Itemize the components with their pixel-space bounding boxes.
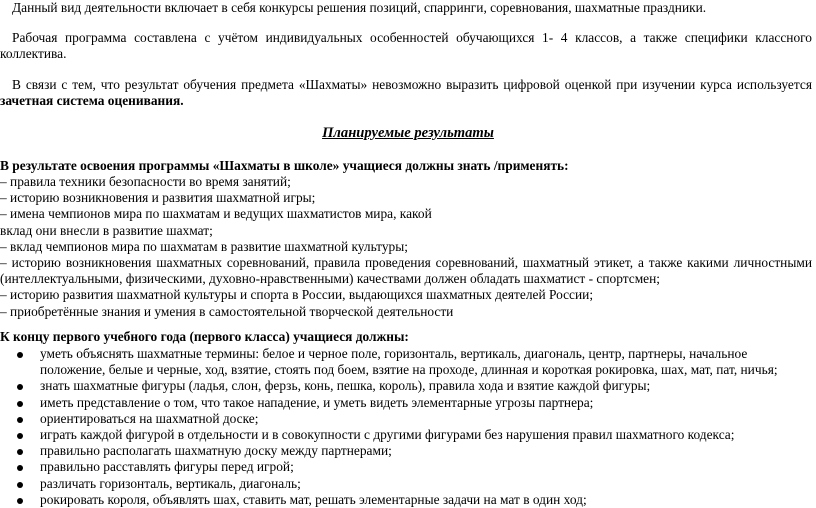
bullet-icon	[17, 465, 23, 471]
assessment-paragraph	[0, 77, 812, 109]
list-item-text: играть каждой фигурой в отдельности и в совокупности с другими фигурами без нарушения правил шахматного кодекса;	[40, 427, 735, 443]
list-item-text: уметь объяснять шахматные термины: белое и черное поле, горизонталь, вертикаль, диагональ, центр, партнеры, начальное положение, белые и черные, ход, взятие, стоять под боем, взятие на проходе, длинная и короткая рокировка, шах, мат, пат, ничья;	[40, 346, 778, 378]
list-item-text: знать шахматные фигуры (ладья, слон, ферзь, конь, пешка, король), правила хода и взятие каждой фигуры;	[40, 378, 651, 394]
list-item	[0, 443, 812, 459]
bullet-icon	[17, 498, 23, 504]
first-year-heading: К концу первого учебного года (первого класса) учащиеся должны:	[0, 329, 409, 344]
list-item-text: ориентироваться на шахматной доске;	[40, 410, 259, 426]
list-item	[0, 476, 812, 492]
activity-types-paragraph: Данный вид деятельности включает в себя конкурсы решения позиций, спарринги, соревнования, шахматные праздники.	[12, 0, 707, 15]
list-item	[0, 459, 812, 475]
list-item-text: иметь представление о том, что такое нападение, и уметь видеть элементарные угрозы партнера;	[40, 394, 594, 410]
results-item: – вклад чемпионов мира по шахматам в развитие шахматной культуры;	[0, 238, 408, 254]
results-item: – имена чемпионов мира по шахматам и ведущих шахматистов мира, какой	[0, 206, 432, 222]
list-item-text: рокировать короля, объявлять шах, ставить мат, решать элементарные задачи на мат в один ход;	[40, 491, 587, 507]
list-item	[0, 427, 812, 443]
list-item-text: различать горизонталь, вертикаль, диагональ;	[40, 475, 301, 491]
results-item: – историю возникновения шахматных соревнований, правила проведения соревнований, шахматный этикет, а также какими личностными (интеллектуальными, физическими, духовно-нравственными) качествами должен обладать шахматист - спортсмен;	[0, 255, 812, 287]
list-item	[0, 492, 812, 508]
results-item: – приобретённые знания и умения в самостоятельной творческой деятельности	[0, 303, 454, 319]
bullet-icon	[17, 417, 23, 423]
bullet-icon	[17, 433, 23, 439]
results-item: – историю развития шахматной культуры и спорта в России, выдающихся шахматных деятелей России;	[0, 287, 594, 303]
planned-results-heading: Планируемые результаты	[322, 125, 494, 141]
list-item	[0, 411, 812, 427]
bullet-icon	[17, 384, 23, 390]
first-year-skills-list	[0, 346, 812, 508]
bullet-icon	[17, 401, 23, 407]
results-item: – правила техники безопасности во время занятий;	[0, 174, 291, 189]
assessment-system-bold: зачетная система оценивания.	[0, 93, 184, 109]
list-item-text: правильно расставлять фигуры перед игрой;	[40, 459, 294, 475]
program-paragraph: Рабочая программа составлена с учётом индивидуальных особенностей обучающихся 1- 4 классов, а также специфики классного коллектива.	[0, 30, 812, 62]
bullet-icon	[17, 482, 23, 488]
bullet-icon	[17, 352, 23, 358]
list-item-text: правильно располагать шахматную доску между партнерами;	[40, 443, 392, 459]
results-item: вклад они внесли в развитие шахмат;	[0, 222, 213, 238]
list-item	[0, 378, 812, 394]
list-item	[0, 395, 812, 411]
results-item: – историю возникновения и развития шахматной игры;	[0, 190, 316, 206]
results-intro: В результате освоения программы «Шахматы в школе» учащиеся должны знать /применять:	[0, 158, 569, 173]
results-list	[0, 174, 812, 320]
assessment-text: В связи с тем, что результат обучения предмета «Шахматы» невозможно выразить цифровой оценкой при изучении курса используется	[12, 77, 812, 92]
bullet-icon	[17, 449, 23, 455]
list-item	[0, 346, 812, 378]
